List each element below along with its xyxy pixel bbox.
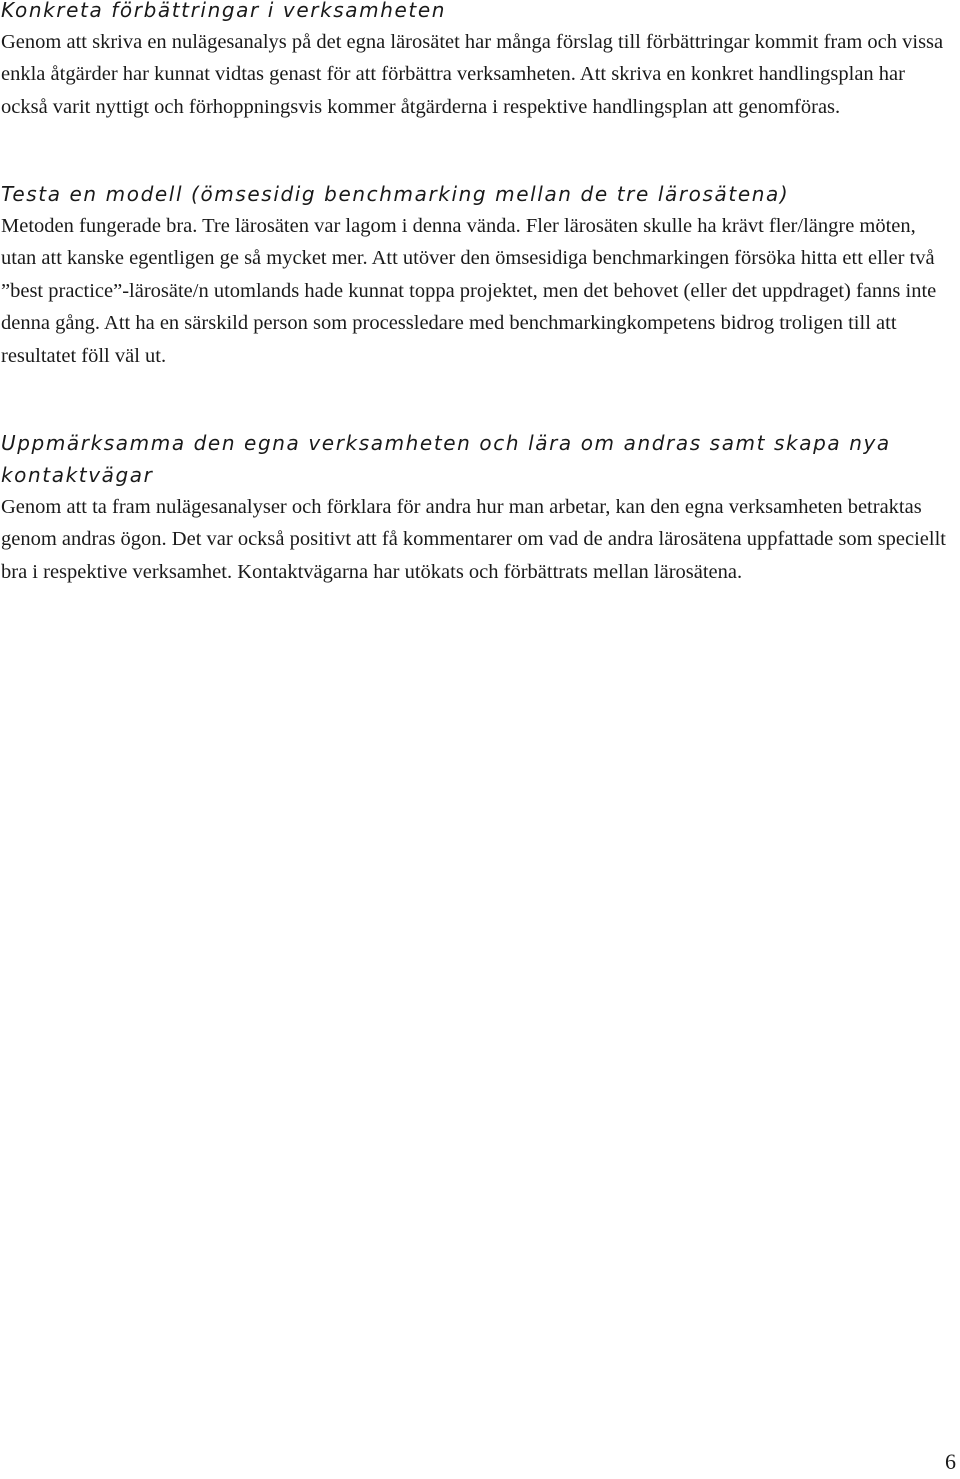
section-uppmarksamma-verksamheten — [1, 427, 951, 588]
section-paragraph: Genom att skriva en nulägesanalys på det egna lärosätet har många förslag till förbättringar kommit fram och vissa enkla åtgärder har kunnat vidtas genast för att förbättra verksamheten. Att skriva en konkret handlingsplan har också varit nyttigt och förhoppningsvis kommer åtgärderna i respektive handlingsplan att genomföras. — [1, 31, 944, 118]
section-heading: Testa en modell (ömsesidig benchmarking mellan de tre lärosätena) — [1, 182, 790, 206]
page-number: 6 — [945, 1449, 956, 1474]
section-heading: Uppmärksamma den egna verksamheten och lära om andras samt skapa nya kontaktvägar — [1, 431, 891, 487]
section-testa-en-modell — [1, 178, 951, 372]
section-paragraph: Genom att ta fram nulägesanalyser och förklara för andra hur man arbetar, kan den egna verksamheten betraktas genom andras ögon. Det var också positivt att få kommentarer om vad de andra lärosätena uppfattade som speciellt bra i respektive verksamhet. Kontaktvägarna har utökats och förbättrats mellan lärosätena. — [1, 496, 946, 583]
section-konkreta-forbattringar — [1, 0, 951, 123]
section-heading: Konkreta förbättringar i verksamheten — [1, 0, 447, 22]
section-paragraph: Metoden fungerade bra. Tre lärosäten var lagom i denna vända. Fler lärosäten skulle ha krävt fler/längre möten, utan att kanske egentligen ge så mycket mer. Att utöver den ömsesidiga benchmarkingen försöka hitta ett eller två ”best practice”-lärosäte/n utomlands hade kunnat toppa projektet, men det behovet (eller det uppdraget) fanns inte denna gång. Att ha en särskild person som processledare med benchmarkingkompetens bidrog troligen till att resultatet föll väl ut. — [1, 215, 937, 367]
